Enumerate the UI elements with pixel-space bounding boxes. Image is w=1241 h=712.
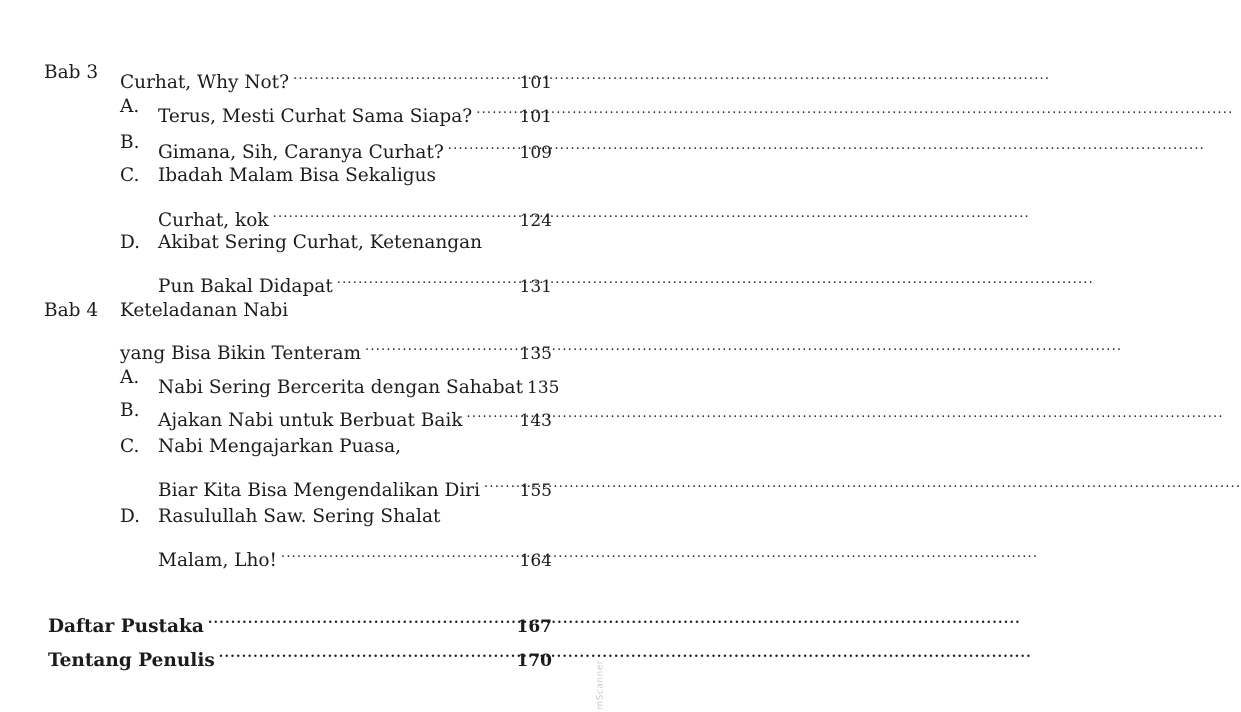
dot-leader	[293, 58, 514, 88]
section-3a-page: 101	[519, 107, 552, 127]
section-3b-page: 109	[519, 143, 552, 163]
dot-leader	[273, 196, 514, 226]
section-3b-letter: B.	[120, 132, 140, 153]
chapter-3-label: Bab 3	[44, 62, 99, 83]
section-3a-entry	[158, 92, 552, 132]
section-4d-row-continued	[0, 536, 600, 571]
section-4c-row-continued	[0, 466, 600, 501]
section-4b-title: Ajakan Nabi untuk Berbuat Baik	[158, 410, 463, 431]
dot-leader	[365, 329, 514, 359]
chapter-4-label: Bab 4	[44, 300, 99, 321]
dot-leader	[484, 466, 514, 496]
section-4c-title-line2: Biar Kita Bisa Mengendalikan Diri	[158, 480, 481, 501]
chapter-4-row-continued	[0, 329, 600, 364]
about-author-entry	[48, 636, 552, 676]
chapter-4-title-line1: Keteladanan Nabi	[120, 300, 289, 321]
dot-leader	[467, 396, 514, 426]
dot-leader	[448, 128, 514, 158]
section-3c-page: 124	[519, 211, 552, 231]
section-4d-entry	[158, 536, 552, 576]
chapter-4-page: 135	[519, 344, 552, 364]
chapter-3-row	[0, 58, 600, 93]
dot-leader	[281, 536, 514, 566]
section-4a-row	[0, 363, 600, 398]
section-4d-title-line2: Malam, Lho!	[158, 550, 277, 571]
section-3c-title-line1: Ibadah Malam Bisa Sekaligus	[158, 165, 437, 186]
section-4d-title-line1: Rasulullah Saw. Sering Shalat	[158, 506, 441, 527]
bibliography-title: Daftar Pustaka	[48, 616, 204, 637]
section-3c-row	[0, 161, 600, 191]
section-3d-title-line1: Akibat Sering Curhat, Ketenangan	[158, 232, 483, 253]
section-3d-row	[0, 228, 600, 258]
dot-leader	[476, 92, 513, 122]
section-3a-title: Terus, Mesti Curhat Sama Siapa?	[158, 106, 473, 127]
section-4c-title-line1: Nabi Mengajarkan Puasa,	[158, 436, 401, 457]
section-3b-title: Gimana, Sih, Caranya Curhat?	[158, 142, 444, 163]
section-4c-letter: C.	[120, 436, 140, 457]
chapter-3-page: 101	[519, 73, 552, 93]
section-4c-entry	[158, 466, 552, 506]
section-4b-row	[0, 396, 600, 431]
chapter-4-row	[0, 296, 600, 326]
section-3b-row	[0, 128, 600, 163]
section-3d-letter: D.	[120, 232, 141, 253]
section-4d-row	[0, 502, 600, 532]
section-4b-entry	[158, 396, 552, 436]
section-4a-letter: A.	[120, 367, 140, 388]
dot-leader	[208, 602, 511, 632]
section-3a-row	[0, 92, 600, 127]
section-3d-row-continued	[0, 262, 600, 297]
table-of-contents-page	[0, 0, 606, 712]
chapter-4-title-line2: yang Bisa Bikin Tenteram	[120, 343, 362, 364]
section-4b-page: 143	[519, 411, 552, 431]
about-author-row	[0, 636, 600, 671]
section-4c-row	[0, 432, 600, 462]
bibliography-row	[0, 602, 600, 637]
section-3c-title-line2: Curhat, kok	[158, 210, 269, 231]
dot-leader	[219, 636, 511, 666]
section-4d-letter: D.	[120, 506, 141, 527]
section-4c-page: 155	[519, 481, 552, 501]
section-3d-title-line2: Pun Bakal Didapat	[158, 276, 333, 297]
dot-leader	[337, 262, 514, 292]
scanner-watermark: mScanner	[596, 660, 606, 710]
section-3d-page: 131	[519, 277, 552, 297]
about-author-page: 170	[516, 651, 552, 671]
section-3a-letter: A.	[120, 96, 140, 117]
section-4b-letter: B.	[120, 400, 140, 421]
about-author-title: Tentang Penulis	[48, 650, 215, 671]
section-3c-letter: C.	[120, 165, 140, 186]
bibliography-page: 167	[516, 617, 552, 637]
section-4a-page: 135	[527, 378, 560, 398]
section-4a-title: Nabi Sering Bercerita dengan Sahabat	[158, 377, 524, 398]
section-4d-page: 164	[519, 551, 552, 571]
section-3c-row-continued	[0, 196, 600, 231]
chapter-3-title: Curhat, Why Not?	[120, 72, 289, 93]
